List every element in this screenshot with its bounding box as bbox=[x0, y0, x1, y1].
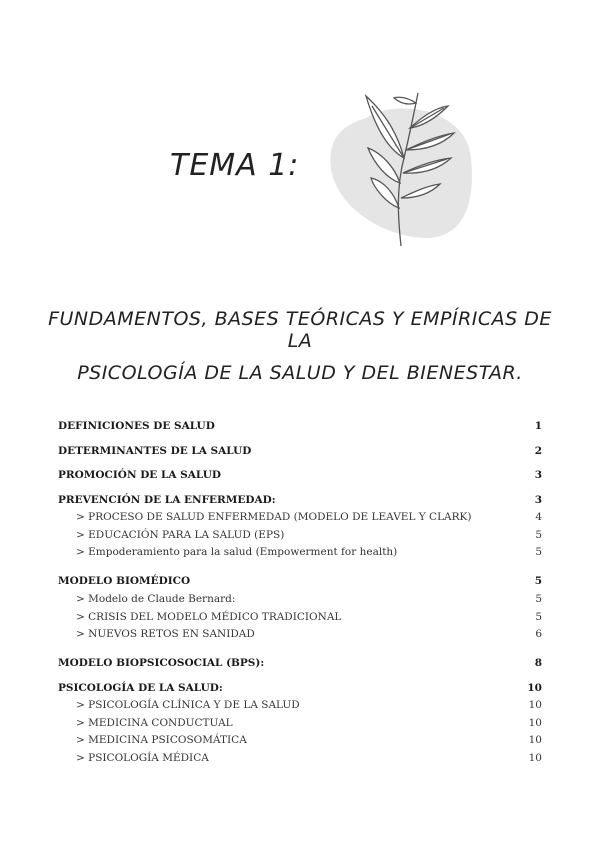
toc-entry-label: PROMOCIÓN DE LA SALUD bbox=[58, 469, 221, 481]
toc-entry-label: MODELO BIOPSICOSOCIAL (BPS): bbox=[58, 657, 265, 670]
toc-subsection-entry[interactable] bbox=[58, 717, 542, 729]
toc-entry-page: 5 bbox=[534, 575, 542, 588]
toc-entry-page: 4 bbox=[535, 511, 542, 524]
toc-subsection-entry[interactable] bbox=[58, 546, 542, 558]
toc-section-entry[interactable] bbox=[58, 575, 542, 587]
toc-entry-page: 5 bbox=[535, 546, 542, 559]
toc-entry-page: 3 bbox=[534, 493, 542, 506]
toc-entry-page: 10 bbox=[528, 734, 542, 747]
toc-entry-label: DETERMINANTES DE LA SALUD bbox=[58, 444, 252, 457]
toc-section-entry[interactable] bbox=[58, 445, 542, 457]
toc-entry-page: 10 bbox=[528, 752, 542, 764]
toc-entry-page: 5 bbox=[535, 528, 542, 541]
toc-entry-page: 5 bbox=[535, 592, 542, 605]
toc-entry-label: PREVENCIÓN DE LA ENFERMEDAD: bbox=[58, 493, 276, 506]
toc-entry-page: 10 bbox=[528, 699, 542, 712]
toc-entry-page: 2 bbox=[534, 444, 542, 457]
toc-entry-label: MODELO BIOMÉDICO bbox=[58, 575, 191, 588]
toc-entry-label: > PROCESO DE SALUD ENFERMEDAD (MODELO DE LEAVEL Y CLARK) bbox=[76, 511, 472, 524]
toc-section-entry[interactable] bbox=[58, 682, 542, 694]
plant-illustration-icon bbox=[326, 88, 476, 250]
toc-entry-label: > PSICOLOGÍA CLÍNICA Y DE LA SALUD bbox=[76, 699, 300, 712]
toc-entry-label: > PSICOLOGÍA MÉDICA bbox=[76, 752, 209, 764]
toc-section-entry[interactable] bbox=[58, 494, 542, 506]
toc-entry-page: 5 bbox=[535, 610, 542, 623]
toc-section-entry[interactable] bbox=[58, 469, 542, 481]
toc-entry-page: 8 bbox=[534, 657, 542, 670]
toc-section-entry[interactable] bbox=[58, 657, 542, 669]
subtitle-line-1: FUNDAMENTOS, BASES TEÓRICAS Y EMPÍRICAS DE LA bbox=[48, 308, 552, 352]
toc-subsection-entry[interactable] bbox=[58, 699, 542, 711]
toc-subsection-entry[interactable] bbox=[58, 511, 542, 523]
toc-subsection-entry[interactable] bbox=[58, 734, 542, 746]
toc-entry-label: > CRISIS DEL MODELO MÉDICO TRADICIONAL bbox=[76, 610, 342, 623]
toc-entry-label: PSICOLOGÍA DE LA SALUD: bbox=[58, 681, 223, 694]
toc-entry-page: 1 bbox=[534, 420, 542, 432]
toc-entry-label: > Empoderamiento para la salud (Empowerment for health) bbox=[76, 546, 398, 559]
toc-subsection-entry[interactable] bbox=[58, 752, 542, 764]
toc-entry-page: 10 bbox=[528, 716, 542, 729]
toc-subsection-entry[interactable] bbox=[58, 611, 542, 623]
page-title: TEMA 1: bbox=[170, 148, 300, 183]
toc-entry-label: > Modelo de Claude Bernard: bbox=[76, 592, 236, 605]
toc-subsection-entry[interactable] bbox=[58, 593, 542, 605]
toc-entry-label: > MEDICINA PSICOSOMÁTICA bbox=[76, 734, 247, 747]
subtitle-line-2: PSICOLOGÍA DE LA SALUD Y DEL BIENESTAR. bbox=[77, 362, 523, 384]
toc-entry-label: DEFINICIONES DE SALUD bbox=[58, 420, 215, 432]
toc-subsection-entry[interactable] bbox=[58, 628, 542, 640]
toc-entry-label: > EDUCACIÓN PARA LA SALUD (EPS) bbox=[76, 528, 285, 541]
toc-entry-label: > MEDICINA CONDUCTUAL bbox=[76, 716, 233, 729]
toc-entry-page: 3 bbox=[534, 469, 542, 481]
toc-entry-page: 6 bbox=[535, 628, 542, 641]
toc-entry-label: > NUEVOS RETOS EN SANIDAD bbox=[76, 628, 255, 641]
toc-section-entry[interactable] bbox=[58, 420, 542, 432]
toc-entry-page: 10 bbox=[527, 681, 542, 694]
toc-subsection-entry[interactable] bbox=[58, 529, 542, 541]
